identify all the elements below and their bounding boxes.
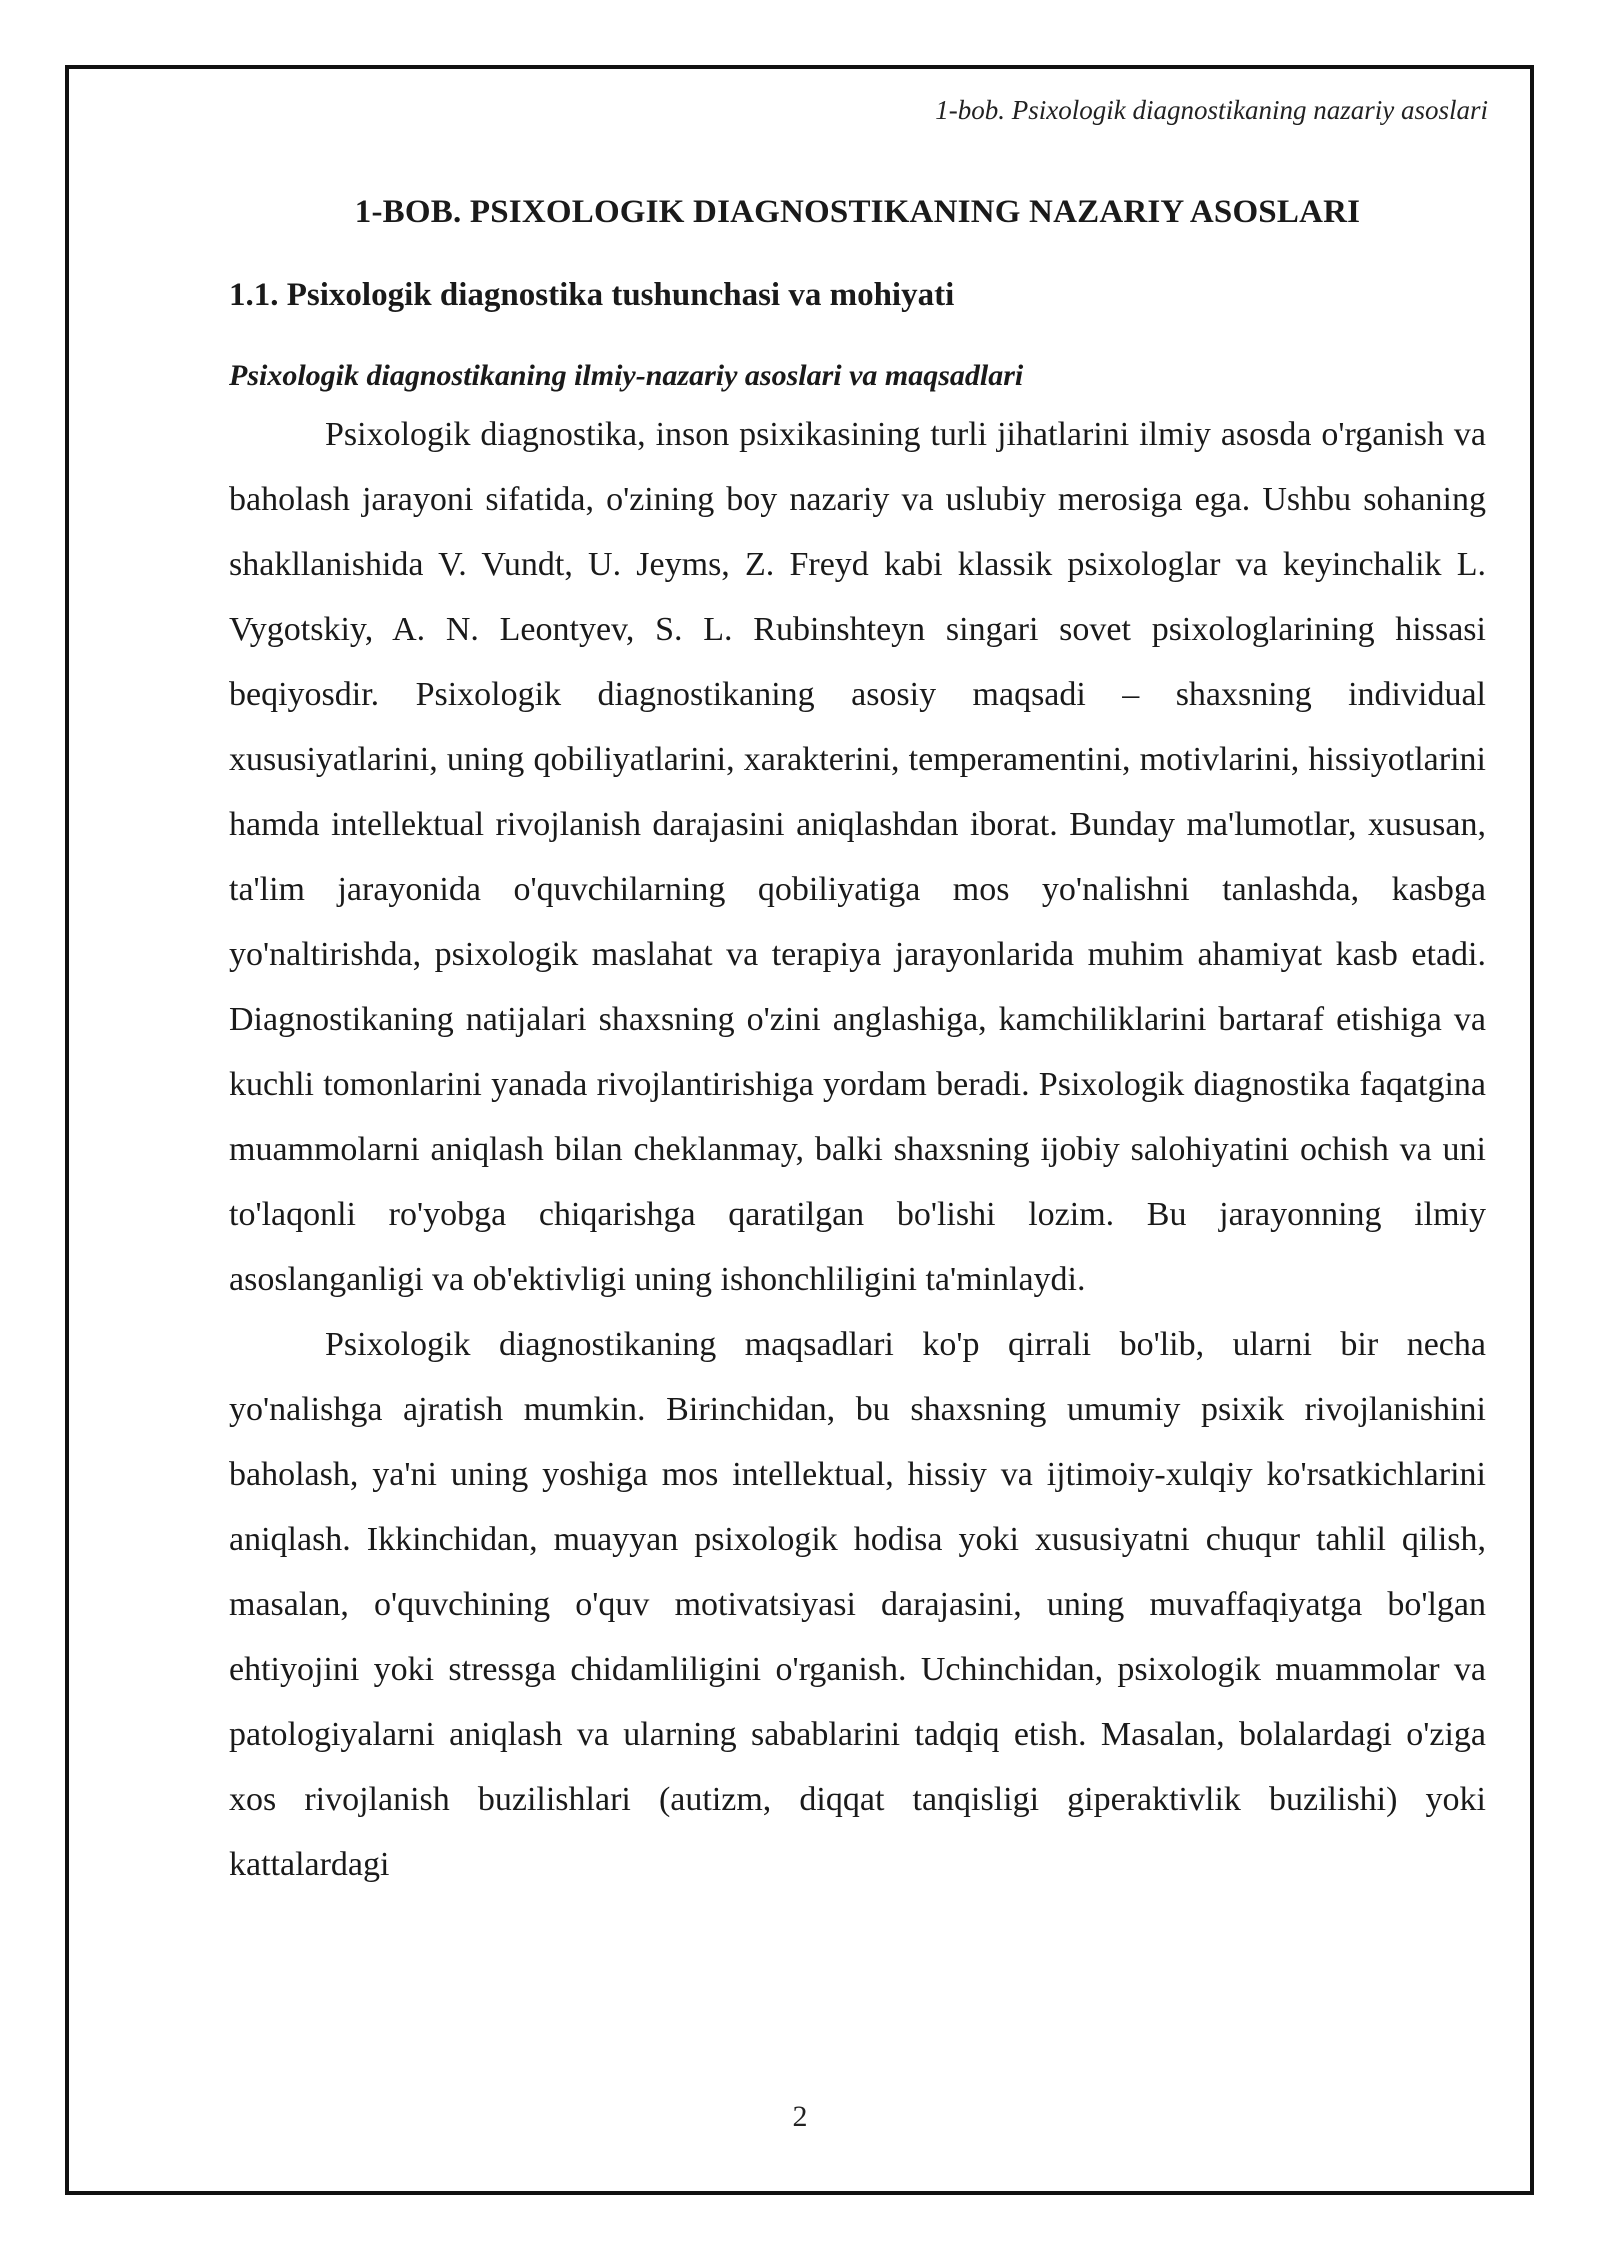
page-content <box>229 185 1486 1897</box>
section-title: 1.1. Psixologik diagnostika tushunchasi va mohiyati <box>229 277 955 313</box>
running-header: 1-bob. Psixologik diagnostikaning nazariy asoslari <box>935 95 1488 125</box>
page-number: 2 <box>792 2100 808 2133</box>
subsection-title: Psixologik diagnostikaning ilmiy-nazariy asoslari va maqsadlari <box>229 359 1024 392</box>
body-paragraph-2: Psixologik diagnostikaning maqsadlari ko'p qirrali bo'lib, ularni bir necha yo'nalishga ajratish mumkin. Birinchidan, bu shaxsning umumiy psixik rivojlanishini baholash, ya'ni uning yoshiga mos intellektual, hissiy va ijtimoiy-xulqiy ko'rsatkichlarini aniqlash. Ikkinchidan, muayyan psixologik hodisa yoki xususiyatni chuqur tahlil qilish, masalan, o'quvchining o'quv motivatsiyasi darajasini, uning muvaffaqiyatga bo'lgan ehtiyojini yoki stressga chidamliligini o'rganish. Uchinchidan, psixologik muammolar va patologiyalarni aniqlash va ularning sabablarini tadqiq etish. Masalan, bolalardagi o'ziga xos rivojlanish buzilishlari (autizm, diqqat tanqisligi giperaktivlik buzilishi) yoki kattalardagi <box>229 1326 1486 1883</box>
body-paragraph-1: Psixologik diagnostika, inson psixikasining turli jihatlarini ilmiy asosda o'rganish va baholash jarayoni sifatida, o'zining boy nazariy va uslubiy merosiga ega. Ushbu sohaning shakllanishida V. Vundt, U. Jeyms, Z. Freyd kabi klassik psixologlar va keyinchalik L. Vygotskiy, A. N. Leontyev, S. L. Rubinshteyn singari sovet psixologlarining hissasi beqiyosdir. Psixologik diagnostikaning asosiy maqsadi – shaxsning individual xususiyatlarini, uning qobiliyatlarini, xarakterini, temperamentini, motivlarini, hissiyotlarini hamda intellektual rivojlanish darajasini aniqlashdan iborat. Bunday ma'lumotlar, xususan, ta'lim jarayonida o'quvchilarning qobiliyatiga mos yo'nalishni tanlashda, kasbga yo'naltirishda, psixologik maslahat va terapiya jarayonlarida muhim ahamiyat kasb etadi. Diagnostikaning natijalari shaxsning o'zini anglashiga, kamchiliklarini bartaraf etishiga va kuchli tomonlarini yanada rivojlantirishiga yordam beradi. Psixologik diagnostika faqatgina muammolarni aniqlash bilan cheklanmay, balki shaxsning ijobiy salohiyatini ochish va uni to'laqonli ro'yobga chiqarishga qaratilgan bo'lishi lozim. Bu jarayonning ilmiy asoslanganligi va ob'ektivligi uning ishonchliligini ta'minlaydi. <box>229 416 1486 1298</box>
chapter-title: 1-BOB. PSIXOLOGIK DIAGNOSTIKANING NAZARIY ASOSLARI <box>354 194 1361 230</box>
